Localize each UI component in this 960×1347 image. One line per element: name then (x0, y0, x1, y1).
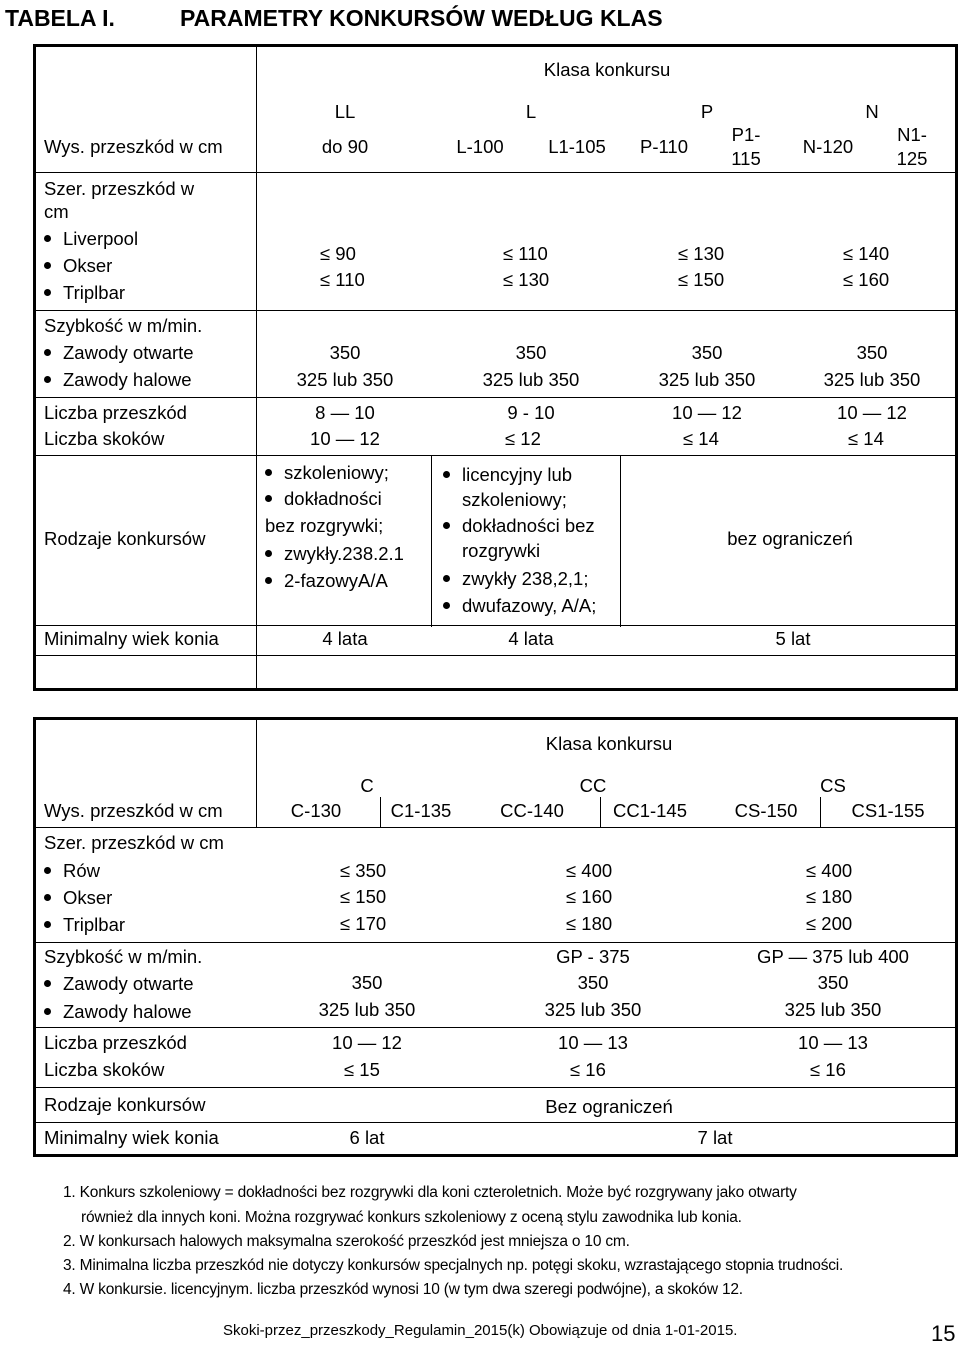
le-icon: ≤ (344, 1059, 355, 1080)
width-cell: ≤ 180 (566, 913, 613, 934)
bullet-icon (443, 522, 450, 529)
bullet-icon (44, 867, 51, 874)
bullet-icon (44, 262, 51, 269)
le-icon: ≤ (503, 269, 514, 290)
list-item-cont: bez rozgrywki; (265, 515, 384, 536)
speed-cell: 325 lub 350 (823, 369, 921, 390)
age-cell: 5 lat (775, 628, 811, 649)
height-cell: C-130 (290, 800, 342, 821)
count-cell: ≤ 16 (570, 1059, 606, 1080)
note-line: 1. Konkurs szkoleniowy = dokładności bez rozgrywki dla koni czteroletnich. Może być rozgrywany jako otwarty (63, 1184, 797, 1201)
speed-cell: 350 (577, 972, 609, 993)
count-cell: 8 — 10 (315, 402, 375, 423)
height-cell: 115 (731, 148, 761, 169)
list-item: dokładności (265, 488, 382, 510)
speed-cell: 350 (515, 342, 547, 363)
le-icon: ≤ (505, 428, 516, 449)
list-item: szkoleniowy; (265, 462, 389, 484)
list-item-cont: rozgrywki (462, 540, 541, 561)
width-cell: ≤ 400 (806, 860, 853, 881)
speed-cell: 350 (691, 342, 723, 363)
list-item: Triplbar (44, 282, 125, 304)
height-cell: 125 (896, 148, 928, 169)
height-cell: CS-150 (734, 800, 798, 821)
bullet-icon (44, 289, 51, 296)
height-cell: CS1-155 (851, 800, 925, 821)
speed-cell: 325 lub 350 (544, 999, 642, 1020)
group-n: N (865, 101, 879, 122)
speed-cell: 325 lub 350 (482, 369, 580, 390)
height-cell: do 90 (321, 136, 369, 157)
speed-cell: 350 (351, 972, 383, 993)
le-icon: ≤ (806, 860, 817, 881)
width-cell: ≤ 160 (566, 886, 613, 907)
le-icon: ≤ (566, 860, 577, 881)
group-cs: CS (820, 775, 846, 796)
row-label-szer-cont: cm (44, 201, 69, 222)
le-icon: ≤ (320, 269, 331, 290)
count-cell: 10 — 13 (798, 1032, 868, 1053)
note-line: 4. W konkursie. licencyjnym. liczba przeszkód wynosi 10 (w tym dwa szeregi podwójne), a skoków 12. (63, 1281, 743, 1298)
klasa-header: Klasa konkursu (545, 733, 673, 754)
note-line: 2. W konkursach halowych maksymalna szerokość przeszkód jest mniejsza o 10 cm. (63, 1233, 630, 1250)
speed-cell: 350 (817, 972, 849, 993)
note-line: również dla innych koni. Można rozgrywać konkurs szkoleniowy z oceną stylu zawodnika lub konia. (81, 1209, 742, 1226)
note-line: 3. Minimalna liczba przeszkód nie dotyczy konkursów specjalnych np. potęgi skoku, wzrastającego stopnia trudności. (63, 1257, 844, 1274)
group-l: L (525, 101, 537, 122)
count-cell: 10 — 12 (310, 428, 380, 449)
row-label-wys: Wys. przeszkód w cm (44, 800, 223, 821)
list-item: zwykły.238.2.1 (265, 543, 404, 565)
list-item: dokładności bez (443, 515, 595, 537)
count-cell: 10 — 12 (837, 402, 907, 423)
count-cell: ≤ 12 (505, 428, 541, 449)
le-icon: ≤ (340, 886, 351, 907)
speed-cell: 325 lub 350 (296, 369, 394, 390)
footer-text: Skoki-przez_przeszkody_Regulamin_2015(k) Obowiązuje od dnia 1-01-2015. (223, 1322, 738, 1339)
row-label-szyb: Szybkość w m/min. (44, 315, 203, 336)
bullet-icon (443, 471, 450, 478)
row-label-liczba-p: Liczba przeszkód (44, 402, 187, 423)
height-cell: P1- (731, 124, 761, 145)
row-label-liczba-p: Liczba przeszkód (44, 1032, 187, 1053)
count-cell: 10 — 13 (558, 1032, 628, 1053)
speed-cell: 325 lub 350 (658, 369, 756, 390)
height-cell: N1- (897, 124, 927, 145)
list-item: Zawody otwarte (44, 342, 194, 364)
width-cell: ≤ 200 (806, 913, 853, 934)
gp-cell: GP - 375 (556, 946, 630, 967)
le-icon: ≤ (320, 243, 331, 264)
row-label-wys: Wys. przeszkód w cm (44, 136, 223, 157)
width-cell: ≤ 110 (320, 269, 365, 290)
group-c: C (360, 775, 374, 796)
bullet-icon (44, 894, 51, 901)
row-label-liczba-s: Liczba skoków (44, 428, 165, 449)
list-item: Liverpool (44, 228, 138, 250)
bullet-icon (265, 550, 272, 557)
age-cell: 4 lata (322, 628, 368, 649)
rodzaje-cell: Bez ograniczeń (545, 1096, 673, 1117)
width-cell: ≤ 180 (806, 886, 853, 907)
group-cc: CC (579, 775, 607, 796)
row-label-szer: Szer. przeszkód w (44, 178, 195, 199)
bullet-icon (44, 1008, 51, 1015)
height-cell: L1-105 (548, 136, 606, 157)
klasa-header: Klasa konkursu (543, 59, 671, 80)
height-cell: N-120 (802, 136, 854, 157)
count-cell: ≤ 14 (848, 428, 884, 449)
le-icon: ≤ (843, 269, 854, 290)
list-item: Zawody halowe (44, 369, 192, 391)
bullet-icon (44, 235, 51, 242)
width-cell: ≤ 90 (320, 243, 356, 264)
bullet-icon (44, 921, 51, 928)
group-p: P (700, 101, 714, 122)
width-cell: ≤ 150 (678, 269, 725, 290)
count-cell: 10 — 12 (332, 1032, 402, 1053)
count-cell: ≤ 14 (683, 428, 719, 449)
row-label-rodzaje: Rodzaje konkursów (44, 528, 206, 549)
list-item: Okser (44, 255, 112, 277)
bullet-icon (44, 349, 51, 356)
bullet-icon (44, 980, 51, 987)
le-icon: ≤ (503, 243, 514, 264)
row-label-wiek: Minimalny wiek konia (44, 1127, 219, 1148)
age-cell: 7 lat (697, 1127, 733, 1148)
list-item: Rów (44, 860, 100, 882)
speed-cell: 350 (329, 342, 361, 363)
group-ll: LL (334, 101, 356, 122)
row-label-szer: Szer. przeszkód w cm (44, 832, 224, 853)
height-cell: P-110 (640, 136, 688, 157)
width-cell: ≤ 130 (678, 243, 725, 264)
row-label-liczba-s: Liczba skoków (44, 1059, 165, 1080)
le-icon: ≤ (340, 913, 351, 934)
le-icon: ≤ (806, 886, 817, 907)
speed-cell: 325 lub 350 (318, 999, 416, 1020)
gp-cell: GP — 375 lub 400 (757, 946, 909, 967)
bullet-icon (265, 495, 272, 502)
row-label-rodzaje: Rodzaje konkursów (44, 1094, 206, 1115)
height-cell: C1-135 (390, 800, 452, 821)
bullet-icon (44, 376, 51, 383)
le-icon: ≤ (566, 913, 577, 934)
le-icon: ≤ (848, 428, 859, 449)
width-cell: ≤ 160 (843, 269, 890, 290)
le-icon: ≤ (806, 913, 817, 934)
height-cell: CC1-145 (612, 800, 688, 821)
list-item: 2-fazowyA/A (265, 570, 388, 592)
count-cell: 10 — 12 (672, 402, 742, 423)
width-cell: ≤ 400 (566, 860, 613, 881)
le-icon: ≤ (570, 1059, 581, 1080)
count-cell: ≤ 15 (344, 1059, 380, 1080)
row-label-wiek: Minimalny wiek konia (44, 628, 219, 649)
le-icon: ≤ (678, 269, 689, 290)
list-item: Triplbar (44, 914, 125, 936)
width-cell: ≤ 150 (340, 886, 387, 907)
le-icon: ≤ (566, 886, 577, 907)
age-cell: 6 lat (349, 1127, 385, 1148)
width-cell: ≤ 170 (340, 913, 387, 934)
bullet-icon (443, 575, 450, 582)
list-item-cont: szkoleniowy; (462, 489, 567, 510)
le-icon: ≤ (683, 428, 694, 449)
le-icon: ≤ (340, 860, 351, 881)
speed-cell: 325 lub 350 (784, 999, 882, 1020)
width-cell: ≤ 350 (340, 860, 387, 881)
page-title: PARAMETRY KONKURSÓW WEDŁUG KLAS (180, 5, 663, 31)
table-label: TABELA I. (5, 5, 115, 31)
list-item: Zawody otwarte (44, 973, 194, 995)
speed-cell: 350 (856, 342, 888, 363)
bullet-icon (443, 602, 450, 609)
list-item: dwufazowy, A/A; (443, 595, 596, 617)
row-label-szyb: Szybkość w m/min. (44, 946, 203, 967)
bullet-icon (265, 469, 272, 476)
width-cell: ≤ 130 (503, 269, 550, 290)
width-cell: ≤ 140 (843, 243, 890, 264)
age-cell: 4 lata (508, 628, 554, 649)
le-icon: ≤ (843, 243, 854, 264)
count-cell: ≤ 16 (810, 1059, 846, 1080)
height-cell: L-100 (456, 136, 504, 157)
page-number: 15 (931, 1321, 956, 1346)
bullet-icon (265, 577, 272, 584)
count-cell: 9 - 10 (507, 402, 555, 423)
height-cell: CC-140 (500, 800, 564, 821)
le-icon: ≤ (678, 243, 689, 264)
list-item: licencyjny lub (443, 464, 572, 486)
list-item: Zawody halowe (44, 1001, 192, 1023)
le-icon: ≤ (810, 1059, 821, 1080)
list-item: zwykły 238,2,1; (443, 568, 588, 590)
list-item: Okser (44, 887, 112, 909)
rodzaje-pn-cell: bez ograniczeń (727, 528, 853, 549)
width-cell: ≤ 110 (503, 243, 548, 264)
